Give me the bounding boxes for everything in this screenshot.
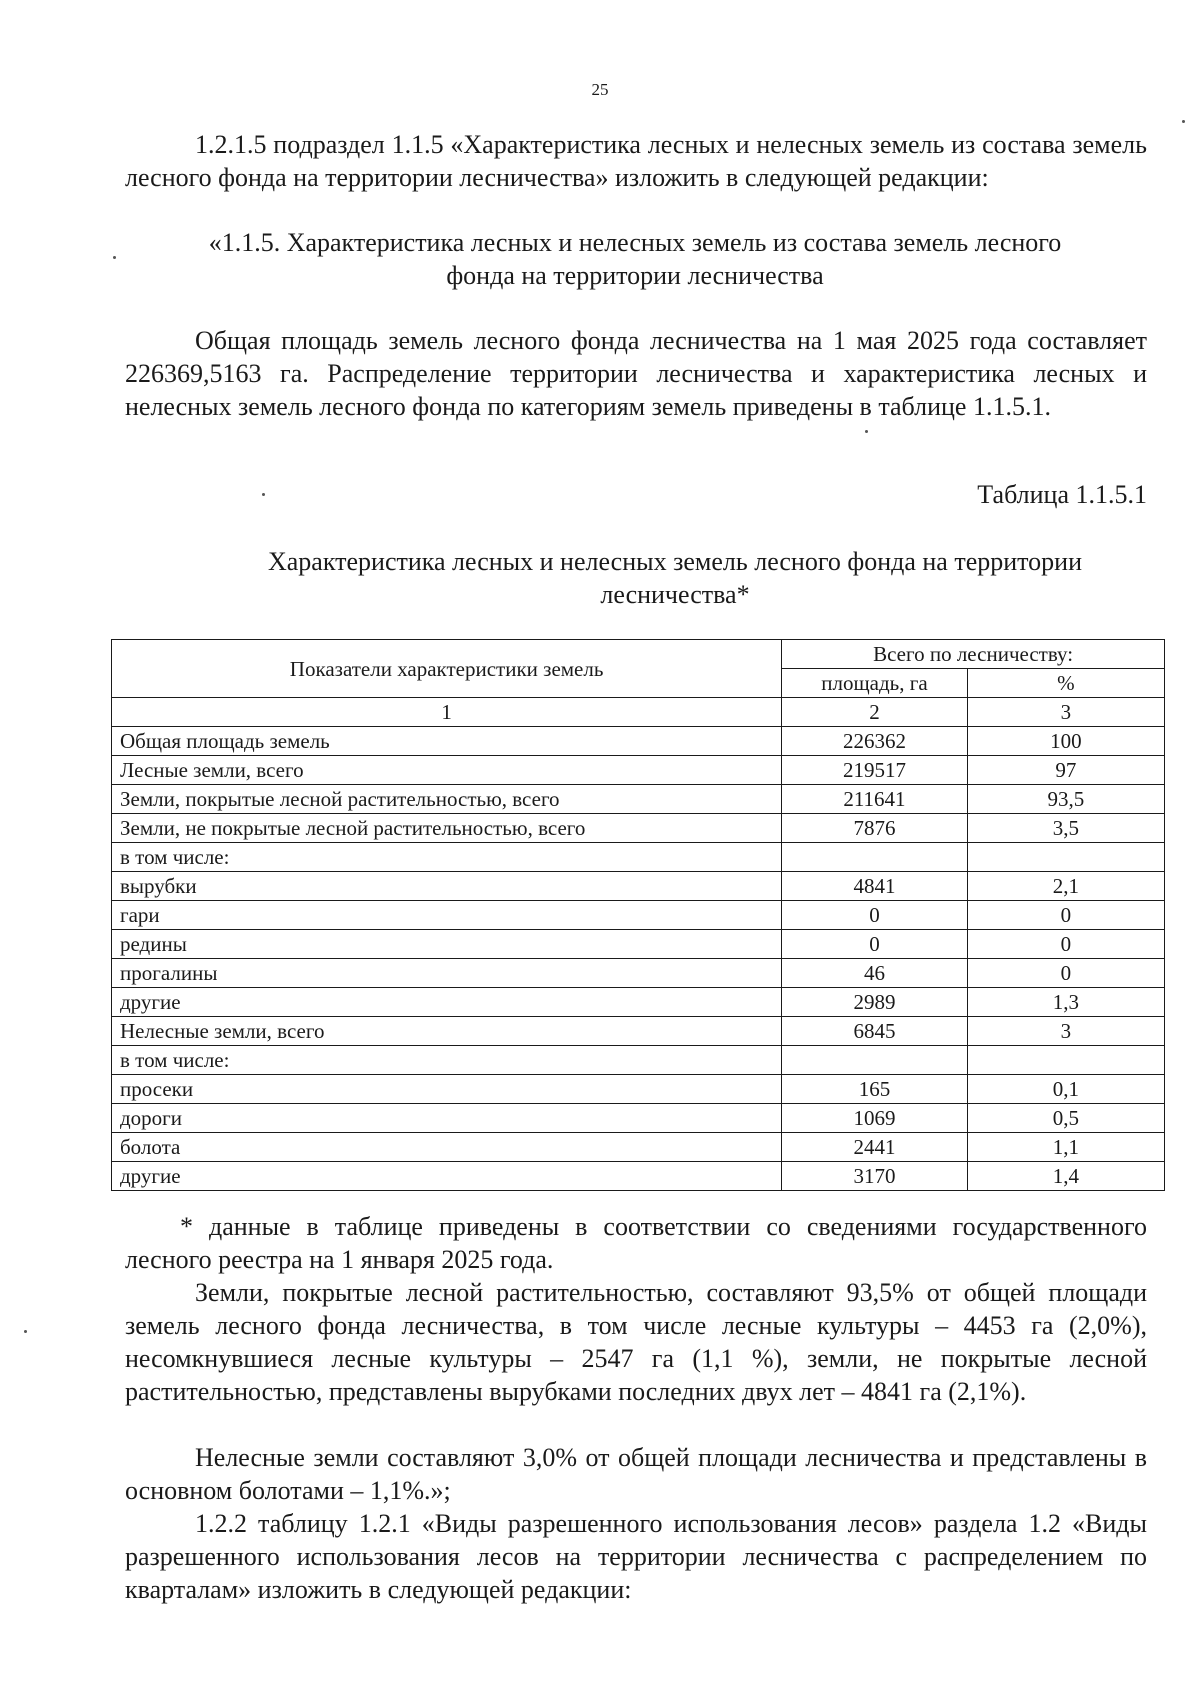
row-percent: 3,5 bbox=[967, 814, 1164, 843]
row-label: редины bbox=[112, 930, 782, 959]
table-row bbox=[112, 727, 1165, 756]
footnote: * данные в таблице приведены в соответствии со сведениями государственного лесного реестра на 1 января 2025 года. bbox=[125, 1212, 1147, 1274]
row-area bbox=[782, 1046, 967, 1075]
row-area: 219517 bbox=[782, 756, 967, 785]
table-label: Таблица 1.1.5.1 bbox=[977, 480, 1147, 509]
header-indicators: Показатели характеристики земель bbox=[112, 640, 782, 698]
page-number: 25 bbox=[591, 80, 609, 99]
row-label: вырубки bbox=[112, 872, 782, 901]
table-row bbox=[112, 872, 1165, 901]
table-row bbox=[112, 1162, 1165, 1191]
row-area: 0 bbox=[782, 901, 967, 930]
table-row bbox=[112, 1046, 1165, 1075]
table-row bbox=[112, 756, 1165, 785]
row-label: другие bbox=[112, 988, 782, 1017]
row-area: 7876 bbox=[782, 814, 967, 843]
table-row bbox=[112, 959, 1165, 988]
row-label: другие bbox=[112, 1162, 782, 1191]
row-percent: 0 bbox=[967, 901, 1164, 930]
table-row bbox=[112, 814, 1165, 843]
row-area: 0 bbox=[782, 930, 967, 959]
table-row bbox=[112, 1133, 1165, 1162]
row-label: Нелесные земли, всего bbox=[112, 1017, 782, 1046]
row-label: дороги bbox=[112, 1104, 782, 1133]
row-label: Земли, не покрытые лесной растительностью, всего bbox=[112, 814, 782, 843]
row-label: в том числе: bbox=[112, 1046, 782, 1075]
scan-speck bbox=[262, 493, 265, 496]
row-percent: 97 bbox=[967, 756, 1164, 785]
paragraph-next-section: 1.2.2 таблицу 1.2.1 «Виды разрешенного использования лесов» раздела 1.2 «Виды разрешенного использования лесов на территории лесничества с распределением по кварталам» изложить в следующей редакции: bbox=[125, 1509, 1147, 1604]
row-percent: 1,4 bbox=[967, 1162, 1164, 1191]
scan-speck bbox=[1182, 120, 1185, 123]
row-percent: 0 bbox=[967, 930, 1164, 959]
row-percent: 3 bbox=[967, 1017, 1164, 1046]
row-label: Общая площадь земель bbox=[112, 727, 782, 756]
header-area: площадь, га bbox=[782, 669, 967, 698]
table-body bbox=[112, 727, 1165, 1191]
column-number-1: 1 bbox=[112, 698, 782, 727]
row-percent: 100 bbox=[967, 727, 1164, 756]
paragraph-nonforest: Нелесные земли составляют 3,0% от общей площади лесничества и представлены в основном болотами – 1,1%.»; bbox=[125, 1443, 1147, 1505]
row-percent bbox=[967, 1046, 1164, 1075]
row-area: 4841 bbox=[782, 872, 967, 901]
row-label: Лесные земли, всего bbox=[112, 756, 782, 785]
row-label: прогалины bbox=[112, 959, 782, 988]
row-area: 2441 bbox=[782, 1133, 967, 1162]
row-area: 6845 bbox=[782, 1017, 967, 1046]
row-percent: 1,3 bbox=[967, 988, 1164, 1017]
row-label: Земли, покрытые лесной растительностью, всего bbox=[112, 785, 782, 814]
row-percent: 93,5 bbox=[967, 785, 1164, 814]
row-label: болота bbox=[112, 1133, 782, 1162]
paragraph-total-area: Общая площадь земель лесного фонда лесничества на 1 мая 2025 года составляет 226369,5163 га. Распределение территории лесничества и характеристика лесных и нелесных земель лесного фонда по категориям земель приведены в таблице 1.1.5.1. bbox=[125, 326, 1147, 421]
scan-speck bbox=[865, 430, 868, 433]
table-title: Характеристика лесных и нелесных земель лесного фонда на территории лесничества* bbox=[267, 547, 1082, 609]
table-row bbox=[112, 988, 1165, 1017]
row-area: 165 bbox=[782, 1075, 967, 1104]
row-percent: 0,5 bbox=[967, 1104, 1164, 1133]
row-label: в том числе: bbox=[112, 843, 782, 872]
row-percent: 0 bbox=[967, 959, 1164, 988]
table-row bbox=[112, 901, 1165, 930]
table-row bbox=[112, 1017, 1165, 1046]
row-area: 211641 bbox=[782, 785, 967, 814]
row-area: 46 bbox=[782, 959, 967, 988]
row-area: 3170 bbox=[782, 1162, 967, 1191]
paragraph-forest-covered: Земли, покрытые лесной растительностью, составляют 93,5% от общей площади земель лесного фонда лесничества, в том числе лесные культуры – 4453 га (2,0%), несомкнувшиеся лесные культуры – 2547 га (1,1 %), земли, не покрытые лесной растительностью, представлены вырубками последних двух лет – 4841 га (2,1%). bbox=[125, 1278, 1147, 1406]
row-area: 1069 bbox=[782, 1104, 967, 1133]
column-number-2: 2 bbox=[782, 698, 967, 727]
column-number-3: 3 bbox=[967, 698, 1164, 727]
section-heading: «1.1.5. Характеристика лесных и нелесных земель из состава земель лесного фонда на территории лесничества bbox=[208, 228, 1062, 290]
table-row bbox=[112, 930, 1165, 959]
paragraph-intro: 1.2.1.5 подраздел 1.1.5 «Характеристика лесных и нелесных земель из состава земель лесного фонда на территории лесничества» изложить в следующей редакции: bbox=[125, 130, 1147, 192]
row-area: 226362 bbox=[782, 727, 967, 756]
row-label: гари bbox=[112, 901, 782, 930]
row-percent: 2,1 bbox=[967, 872, 1164, 901]
table-row bbox=[112, 1104, 1165, 1133]
row-area: 2989 bbox=[782, 988, 967, 1017]
row-percent bbox=[967, 843, 1164, 872]
row-area bbox=[782, 843, 967, 872]
header-percent: % bbox=[967, 669, 1164, 698]
land-characteristics-table bbox=[111, 639, 1165, 1191]
row-percent: 1,1 bbox=[967, 1133, 1164, 1162]
row-percent: 0,1 bbox=[967, 1075, 1164, 1104]
table-row bbox=[112, 843, 1165, 872]
table-row bbox=[112, 785, 1165, 814]
scan-speck bbox=[24, 1330, 27, 1333]
scan-speck bbox=[113, 256, 116, 259]
row-label: просеки bbox=[112, 1075, 782, 1104]
header-total: Всего по лесничеству: bbox=[782, 640, 1165, 669]
table-row bbox=[112, 1075, 1165, 1104]
